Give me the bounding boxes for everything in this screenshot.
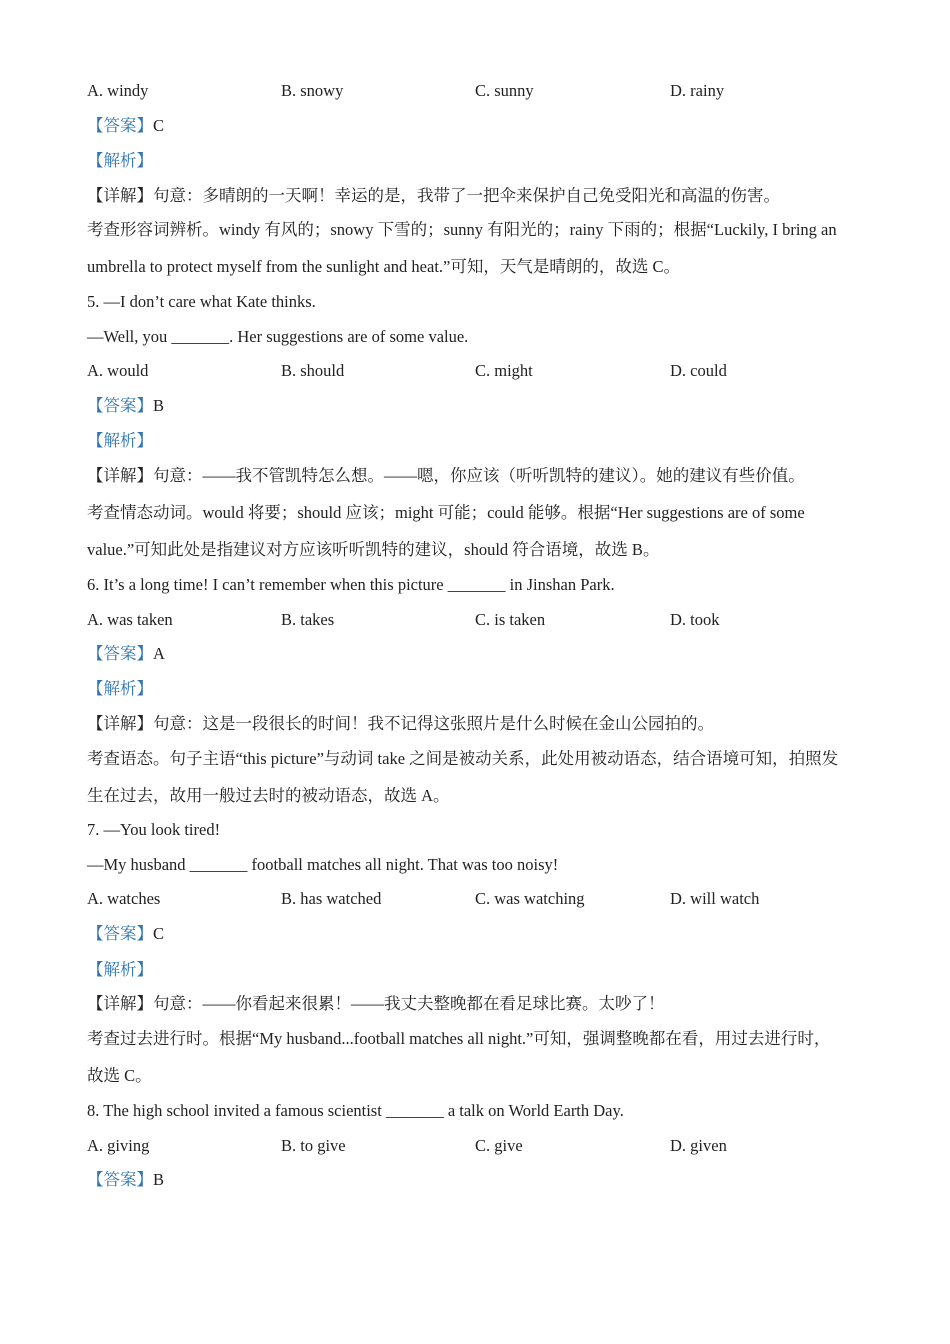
q7-option-d: D. will watch [670,889,760,908]
q7-detail: 【详解】句意：——你看起来很累！——我丈夫整晚都在看足球比赛。太吵了！ [87,994,665,1013]
q5-option-a: A. would [87,361,149,380]
q4-explain-1: 考查形容词辨析。windy 有风的；snowy 下雪的；sunny 有阳光的；rainy 下雨的；根据“Luckily, I bring an [87,220,837,239]
answer-tag: 【答案】 [87,116,153,135]
q4-analysis-tag: 【解析】 [87,151,153,170]
q4-options [0,81,950,101]
q7-stem-2: —My husband _______ football matches all night. That was too noisy! [87,855,559,874]
q7-explain-1: 考查过去进行时。根据“My husband...football matches all night.”可知，强调整晚都在看，用过去进行时， [87,1029,831,1048]
q7-stem-1: 7. —You look tired! [87,820,221,839]
q7-option-c: C. was watching [475,889,585,908]
q5-stem-2: —Well, you _______. Her suggestions are of some value. [87,327,469,346]
q5-detail: 【详解】句意：——我不管凯特怎么想。——嗯，你应该（听听凯特的建议）。她的建议有些价值。 [87,466,805,485]
q6-detail: 【详解】句意：这是一段很长的时间！我不记得这张照片是什么时候在金山公园拍的。 [87,714,714,733]
q7-option-b: B. has watched [281,889,382,908]
q8-answer [87,1170,164,1190]
q8-option-a: A. giving [87,1136,150,1155]
answer-tag: 【答案】 [87,1170,153,1189]
q5-answer [87,396,164,416]
q6-option-c: C. is taken [475,610,546,629]
q5-explain-1: 考查情态动词。would 将要；should 应该；might 可能；could 能够。根据“Her suggestions are of some [87,503,805,522]
q4-option-a: A. windy [87,81,149,100]
q8-option-b: B. to give [281,1136,346,1155]
q6-stem-1: 6. It’s a long time! I can’t remember when this picture _______ in Jinshan Park. [87,575,615,594]
q7-explain-2: 故选 C。 [87,1066,152,1085]
q7-analysis-tag: 【解析】 [87,960,153,979]
q8-option-d: D. given [670,1136,727,1155]
q6-option-d: D. took [670,610,720,629]
q4-option-d: D. rainy [670,81,725,100]
q4-detail: 【详解】句意：多晴朗的一天啊！幸运的是，我带了一把伞来保护自己免受阳光和高温的伤害。 [87,186,780,205]
q6-option-a: A. was taken [87,610,173,629]
q4-option-b: B. snowy [281,81,344,100]
q5-stem-1: 5. —I don’t care what Kate thinks. [87,292,316,311]
q6-answer [87,644,165,664]
q5-explain-2: value.”可知此处是指建议对方应该听听凯特的建议，should 符合语境，故选 B。 [87,540,660,559]
answer-value: B [153,396,165,415]
q6-options [0,610,950,630]
q4-option-c: C. sunny [475,81,534,100]
q8-options [0,1136,950,1156]
answer-tag: 【答案】 [87,924,153,943]
q7-answer [87,924,164,944]
q5-analysis-tag: 【解析】 [87,431,153,450]
q5-options [0,361,950,381]
q5-option-d: D. could [670,361,727,380]
answer-tag: 【答案】 [87,396,153,415]
q7-options [0,889,950,909]
q4-explain-2: umbrella to protect myself from the sunlight and heat.”可知，天气是晴朗的，故选 C。 [87,257,680,276]
answer-tag: 【答案】 [87,644,153,663]
q7-option-a: A. watches [87,889,161,908]
q5-option-b: B. should [281,361,345,380]
q6-analysis-tag: 【解析】 [87,679,153,698]
q8-option-c: C. give [475,1136,523,1155]
answer-value: C [153,924,165,943]
q8-stem-1: 8. The high school invited a famous scientist _______ a talk on World Earth Day. [87,1101,624,1120]
q5-option-c: C. might [475,361,533,380]
answer-value: C [153,116,165,135]
answer-value: A [153,644,165,663]
answer-value: B [153,1170,165,1189]
q6-option-b: B. takes [281,610,335,629]
q4-answer [87,116,164,136]
q6-explain-1: 考查语态。句子主语“this picture”与动词 take 之间是被动关系，此处用被动语态，结合语境可知，拍照发 [87,749,839,768]
q6-explain-2: 生在过去，故用一般过去时的被动语态，故选 A。 [87,786,450,805]
